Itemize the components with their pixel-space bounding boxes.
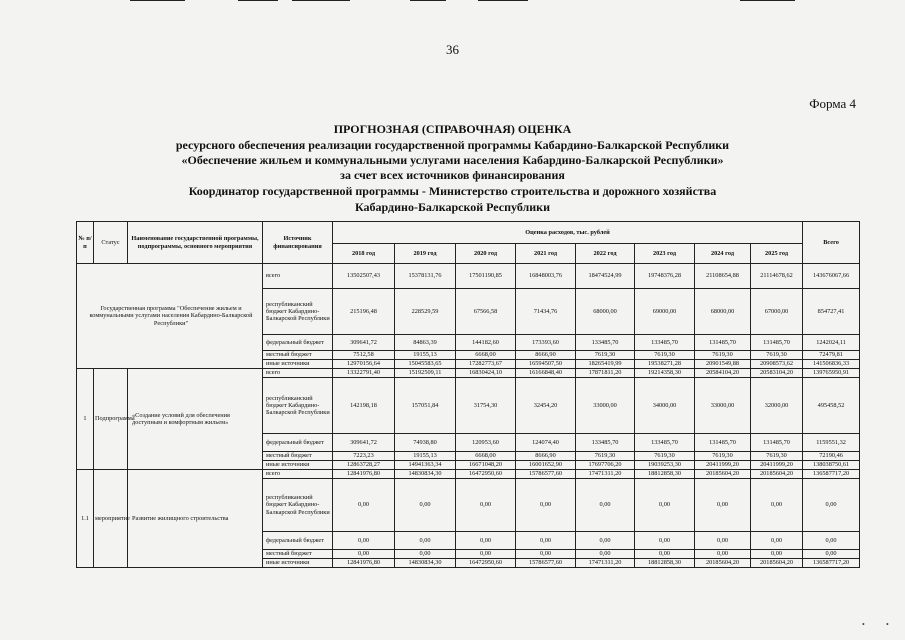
scan-top-rule	[410, 0, 446, 1]
value-cell: 18812858,30	[635, 470, 695, 479]
value-cell: 0,00	[333, 550, 395, 559]
row-number-cell: 1	[77, 369, 94, 470]
value-cell: 6668,00	[456, 452, 516, 461]
value-cell: 0,00	[333, 479, 395, 532]
value-cell: 18812858,30	[635, 559, 695, 568]
total-cell: 72190,46	[803, 452, 860, 461]
total-cell: 495458,52	[803, 378, 860, 434]
scan-top-rule	[292, 0, 350, 1]
value-cell: 0,00	[695, 550, 751, 559]
header-total: Всего	[803, 222, 860, 264]
value-cell: 15786577,60	[516, 470, 576, 479]
value-cell: 7619,30	[751, 351, 803, 360]
value-cell: 144182,60	[456, 335, 516, 351]
value-cell: 0,00	[751, 550, 803, 559]
value-cell: 14941363,34	[395, 461, 456, 470]
value-cell: 32454,20	[516, 378, 576, 434]
source-cell: всего	[263, 264, 333, 289]
value-cell: 20185604,20	[695, 470, 751, 479]
source-cell: республиканский бюджет Кабардино-Балкарской Республики	[263, 479, 333, 532]
value-cell: 17871811,20	[576, 369, 635, 378]
source-cell: федеральный бюджет	[263, 434, 333, 452]
value-cell: 13322791,40	[333, 369, 395, 378]
total-cell: 72479,81	[803, 351, 860, 360]
value-cell: 17282773,67	[456, 360, 516, 369]
value-cell: 16166848,40	[516, 369, 576, 378]
total-cell: 1242024,11	[803, 335, 860, 351]
value-cell: 12841976,80	[333, 470, 395, 479]
total-cell: 138038750,61	[803, 461, 860, 470]
source-cell: иные источники	[263, 559, 333, 568]
value-cell: 309641,72	[333, 434, 395, 452]
value-cell: 7619,30	[635, 452, 695, 461]
value-cell: 68000,00	[576, 289, 635, 335]
value-cell: 0,00	[395, 550, 456, 559]
form-label: Форма 4	[809, 96, 856, 111]
value-cell: 15192509,11	[395, 369, 456, 378]
total-cell: 136587717,20	[803, 559, 860, 568]
scan-speck: •	[886, 620, 889, 629]
value-cell: 215196,48	[333, 289, 395, 335]
value-cell: 131485,70	[751, 434, 803, 452]
coordinator-line: Координатор государственной программы - Министерство строительства и дорожного хозяйства	[188, 184, 717, 198]
value-cell: 14830834,30	[395, 470, 456, 479]
header-year: 2024 год	[695, 244, 751, 264]
value-cell: 12841976,80	[333, 559, 395, 568]
value-cell: 7619,30	[576, 351, 635, 360]
header-estimate: Оценка расходов, тыс. рублей	[333, 222, 803, 244]
value-cell: 16594507,50	[516, 360, 576, 369]
value-cell: 69000,00	[635, 289, 695, 335]
value-cell: 0,00	[516, 479, 576, 532]
value-cell: 7512,58	[333, 351, 395, 360]
header-year: 2023 год	[635, 244, 695, 264]
value-cell: 33000,00	[695, 378, 751, 434]
source-cell: иные источники	[263, 360, 333, 369]
source-cell: федеральный бюджет	[263, 335, 333, 351]
value-cell: 142198,18	[333, 378, 395, 434]
value-cell: 7619,30	[576, 452, 635, 461]
page-number: 36	[446, 42, 459, 57]
document-subtitle: ресурсного обеспечения реализации государственной программы Кабардино-Балкарской Республики	[175, 138, 730, 152]
value-cell: 0,00	[751, 479, 803, 532]
coordinator-line-2: Кабардино-Балкарской Республики	[354, 200, 551, 214]
program-title-cell: Государственная программа "Обеспечение жильем и коммунальными услугами населения Кабардино-Балкарской Республики"	[77, 264, 263, 369]
row-name-cell: «Создание условий для обеспечения доступным и комфортным жильем»	[128, 369, 263, 470]
value-cell: 17471311,20	[576, 559, 635, 568]
value-cell: 133485,70	[576, 335, 635, 351]
value-cell: 120953,60	[456, 434, 516, 452]
value-cell: 309641,72	[333, 335, 395, 351]
header-source: Источник финансирования	[263, 222, 333, 264]
scan-top-rule	[478, 0, 528, 1]
value-cell: 0,00	[576, 550, 635, 559]
value-cell: 20185604,20	[695, 559, 751, 568]
source-cell: местный бюджет	[263, 550, 333, 559]
header-year: 2020 год	[456, 244, 516, 264]
value-cell: 67566,58	[456, 289, 516, 335]
value-cell: 7619,30	[695, 351, 751, 360]
value-cell: 173393,60	[516, 335, 576, 351]
value-cell: 20411999,20	[751, 461, 803, 470]
value-cell: 20411999,20	[695, 461, 751, 470]
header-year: 2025 год	[751, 244, 803, 264]
value-cell: 31754,30	[456, 378, 516, 434]
value-cell: 20908573,62	[751, 360, 803, 369]
table-row	[77, 264, 860, 289]
value-cell: 0,00	[456, 550, 516, 559]
row-status-cell: мероприятие	[94, 470, 128, 568]
value-cell: 74938,80	[395, 434, 456, 452]
header-year: 2022 год	[576, 244, 635, 264]
value-cell: 19155,13	[395, 452, 456, 461]
value-cell: 19748376,28	[635, 264, 695, 289]
source-cell: всего	[263, 470, 333, 479]
value-cell: 0,00	[695, 532, 751, 550]
value-cell: 15045583,65	[395, 360, 456, 369]
value-cell: 17697706,20	[576, 461, 635, 470]
value-cell: 16472950,60	[456, 470, 516, 479]
value-cell: 20185604,20	[751, 470, 803, 479]
total-cell: 141506836,33	[803, 360, 860, 369]
row-status-cell: Подпрограмма	[94, 369, 128, 470]
value-cell: 18474524,99	[576, 264, 635, 289]
value-cell: 33000,00	[576, 378, 635, 434]
value-cell: 12863728,27	[333, 461, 395, 470]
total-cell: 136587717,20	[803, 470, 860, 479]
value-cell: 84863,39	[395, 335, 456, 351]
value-cell: 133485,70	[635, 434, 695, 452]
value-cell: 19538271,28	[635, 360, 695, 369]
header-status: Статус	[94, 222, 128, 264]
scan-top-rule	[130, 0, 185, 1]
value-cell: 14830834,30	[395, 559, 456, 568]
value-cell: 18265419,99	[576, 360, 635, 369]
value-cell: 16472950,60	[456, 559, 516, 568]
value-cell: 16671048,20	[456, 461, 516, 470]
source-cell: федеральный бюджет	[263, 532, 333, 550]
value-cell: 0,00	[516, 532, 576, 550]
value-cell: 20584104,20	[695, 369, 751, 378]
value-cell: 15378131,76	[395, 264, 456, 289]
value-cell: 6668,00	[456, 351, 516, 360]
total-cell: 139765950,91	[803, 369, 860, 378]
value-cell: 13502507,43	[333, 264, 395, 289]
value-cell: 7619,30	[635, 351, 695, 360]
value-cell: 17501190,85	[456, 264, 516, 289]
source-cell: местный бюджет	[263, 351, 333, 360]
value-cell: 19155,13	[395, 351, 456, 360]
value-cell: 0,00	[456, 532, 516, 550]
value-cell: 71434,76	[516, 289, 576, 335]
value-cell: 19039253,30	[635, 461, 695, 470]
value-cell: 0,00	[395, 532, 456, 550]
value-cell: 133485,70	[635, 335, 695, 351]
row-name-cell: Развитие жилищного строительства	[128, 470, 263, 568]
source-cell: иные источники	[263, 461, 333, 470]
table-row	[77, 470, 860, 479]
value-cell: 8666,90	[516, 452, 576, 461]
value-cell: 7619,30	[751, 452, 803, 461]
value-cell: 32000,00	[751, 378, 803, 434]
value-cell: 124074,40	[516, 434, 576, 452]
source-cell: всего	[263, 369, 333, 378]
value-cell: 17471311,20	[576, 470, 635, 479]
value-cell: 0,00	[333, 532, 395, 550]
value-cell: 16001652,90	[516, 461, 576, 470]
funding-scope: за счет всех источников финансирования	[340, 168, 565, 182]
header-num: № п/п	[77, 222, 94, 264]
value-cell: 21108654,88	[695, 264, 751, 289]
value-cell: 131485,70	[695, 335, 751, 351]
source-cell: местный бюджет	[263, 452, 333, 461]
value-cell: 20185604,20	[751, 559, 803, 568]
total-cell: 0,00	[803, 550, 860, 559]
value-cell: 34000,00	[635, 378, 695, 434]
value-cell: 16848003,76	[516, 264, 576, 289]
program-name: «Обеспечение жильем и коммунальными услугами населения Кабардино-Балкарской Республики»	[181, 153, 724, 167]
value-cell: 7223,23	[333, 452, 395, 461]
value-cell: 0,00	[635, 532, 695, 550]
value-cell: 0,00	[395, 479, 456, 532]
value-cell: 15786577,60	[516, 559, 576, 568]
scan-speck: •	[862, 620, 865, 629]
source-cell: республиканский бюджет Кабардино-Балкарской Республики	[263, 289, 333, 335]
value-cell: 0,00	[456, 479, 516, 532]
table-row	[77, 369, 860, 378]
value-cell: 228529,59	[395, 289, 456, 335]
value-cell: 131485,70	[695, 434, 751, 452]
value-cell: 0,00	[751, 532, 803, 550]
value-cell: 0,00	[635, 479, 695, 532]
header-year: 2018 год	[333, 244, 395, 264]
value-cell: 7619,30	[695, 452, 751, 461]
value-cell: 21114678,62	[751, 264, 803, 289]
scan-top-rule	[238, 0, 278, 1]
value-cell: 68000,00	[695, 289, 751, 335]
value-cell: 0,00	[576, 479, 635, 532]
source-cell: республиканский бюджет Кабардино-Балкарской Республики	[263, 378, 333, 434]
value-cell: 12970156,64	[333, 360, 395, 369]
value-cell: 67000,00	[751, 289, 803, 335]
total-cell: 0,00	[803, 479, 860, 532]
value-cell: 133485,70	[576, 434, 635, 452]
header-year: 2021 год	[516, 244, 576, 264]
value-cell: 19214358,30	[635, 369, 695, 378]
value-cell: 157051,84	[395, 378, 456, 434]
value-cell: 131485,70	[751, 335, 803, 351]
total-cell: 143676067,66	[803, 264, 860, 289]
financing-table	[76, 221, 860, 568]
total-cell: 1159551,32	[803, 434, 860, 452]
value-cell: 0,00	[695, 479, 751, 532]
total-cell: 854727,41	[803, 289, 860, 335]
value-cell: 16830424,10	[456, 369, 516, 378]
document-title: ПРОГНОЗНАЯ (СПРАВОЧНАЯ) ОЦЕНКА	[333, 122, 572, 136]
value-cell: 8666,90	[516, 351, 576, 360]
header-year: 2019 год	[395, 244, 456, 264]
scan-top-rule	[740, 0, 795, 1]
header-name: Наименование государственной программы, подпрограммы, основного мероприятия	[128, 222, 263, 264]
value-cell: 0,00	[576, 532, 635, 550]
total-cell: 0,00	[803, 532, 860, 550]
value-cell: 0,00	[516, 550, 576, 559]
row-number-cell: 1.1	[77, 470, 94, 568]
value-cell: 20583104,20	[751, 369, 803, 378]
value-cell: 20901549,88	[695, 360, 751, 369]
value-cell: 0,00	[635, 550, 695, 559]
